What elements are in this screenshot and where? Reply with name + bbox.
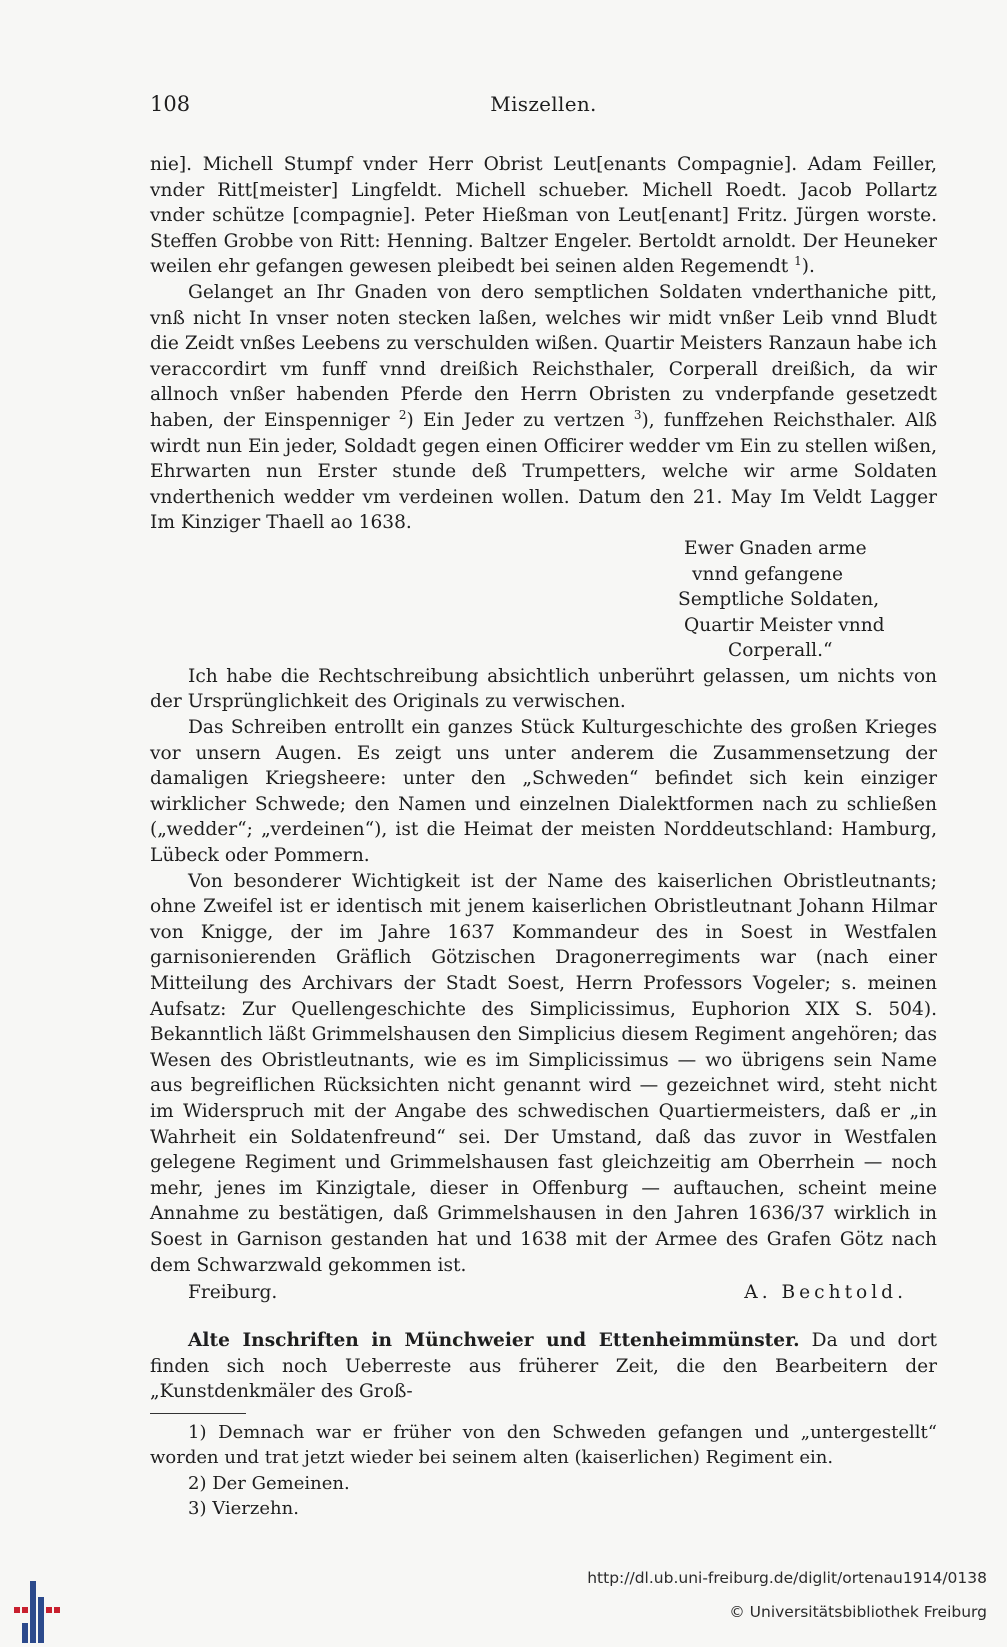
footnote-ref[interactable]: 3 <box>633 407 642 422</box>
section-heading: Alte Inschriften in Münchweier und Ettenheimmünster. <box>188 1330 800 1352</box>
page-number: 108 <box>150 92 191 116</box>
footnote-divider <box>150 1413 246 1414</box>
commentary-paragraph: Das Schreiben entrollt ein ganzes Stück Kulturgeschichte des großen Krieges vor unsern Augen. Es zeigt uns unter anderem die Zusammensetzung der damaligen Kriegsheere: unter den „Schweden“ befindet sich kein einziger wirklicher Schwede; den Namen und einzelnen Dialektformen nach zu schließen („wedder“; „verdeinen“), ist die Heimat der meisten Norddeutschland: Hamburg, Lübeck oder Pommern. <box>150 717 937 867</box>
footnote: 2) Der Gemeinen. <box>188 1472 350 1494</box>
page-header <box>150 92 937 126</box>
signature-line: Corperall.“ <box>728 640 833 662</box>
footnote: 3) Vierzehn. <box>188 1498 299 1520</box>
commentary-paragraph: Ich habe die Rechtschreibung absichtlich unberührt gelassen, um nichts von der Ursprünglichkeit des Originals zu verwischen. <box>150 665 937 713</box>
footnote: 1) Demnach war er früher von den Schweden gefangen und „untergestellt“ worden und trat jetzt wieder bei seinem alten (kaiserlichen) Regiment ein. <box>150 1421 937 1469</box>
byline <box>150 1278 937 1308</box>
section-paragraph: Alte Inschriften in Münchweier und Ettenheimmünster. Da und dort finden sich noch Ueberreste aus früherer Zeit, die den Bearbeitern der „Kunstdenkmäler des Groß- <box>150 1330 937 1403</box>
signature-line: vnnd gefangene <box>692 563 844 585</box>
copyright-notice: © Universitätsbibliothek Freiburg <box>729 1603 987 1621</box>
ub-freiburg-logo-icon[interactable] <box>10 1581 66 1643</box>
footnote-ref[interactable]: 2 <box>398 407 407 422</box>
signature-block <box>150 536 937 664</box>
letter-paragraph: nie]. Michell Stumpf vnder Herr Obrist Leut[enants Compagnie]. Adam Feiller, vnder Ritt[meister] Lingfeldt. Michell schueber. Michell Roedt. Jacob Pollartz vnder schütze [compagnie]. Peter Hießman von Leut[enant] Fritz. Jürgen worste. Steffen Grobbe von Ritt: Henning. Baltzer Engeler. Bertoldt arnoldt. Der Heuneker weilen ehr gefangen gewesen pleibedt bei seinen alden Regemendt $^1$). <box>150 154 937 278</box>
footnote-ref[interactable]: 1 <box>794 254 802 269</box>
signature-line: Quartir Meister vnnd <box>684 614 885 636</box>
signature-line: Ewer Gnaden arme <box>684 537 867 559</box>
article-body <box>150 152 937 1522</box>
place: Freiburg. <box>188 1282 278 1304</box>
running-title: Miszellen. <box>490 92 597 116</box>
source-url-link[interactable]: http://dl.ub.uni-freiburg.de/diglit/ortenau1914/0138 <box>587 1569 987 1587</box>
author: A. Bechtold. <box>744 1282 907 1304</box>
letter-paragraph: Gelanget an Ihr Gnaden von dero semptlichen Soldaten vnderthaniche pitt, vnß nicht In vnser noten stecken laßen, welches wir midt vnßer Leib vnnd Bludt die Zeidt vnßes Leebens zu verschulden wißen. Quartir Meisters Ranzaun habe ich veraccordirt vm funff vnnd dreißich Reichsthaler, Corperall dreißich, da wir allnoch vnßer habenden Pferde den Herrn Obristen zu vnderpfande gesetzedt haben, der Einspenniger $^2$) Ein Jeder zu vertzen $^3$), funffzehen Reichsthaler. Alß wirdt nun Ein jeder, Soldadt gegen einen Officirer wedder vm Ein zu stellen wißen, Ehrwarten nun Erster stunde deß Trumpetters, welche wir arme Soldaten vnderthenich wedder vm verdeinen wollen. Datum den 21. May Im Veldt Lagger Im Kinziger Thaell ao 1638. <box>150 281 937 534</box>
footer-bar <box>0 1563 1007 1647</box>
signature-line: Semptliche Soldaten, <box>678 589 880 611</box>
commentary-paragraph: Von besonderer Wichtigkeit ist der Name des kaiserlichen Obristleutnants; ohne Zweifel ist er identisch mit jenem kaiserlichen Obristleutnant Johann Hilmar von Knigge, der im Jahre 1637 Kommandeur des in Soest in Westfalen garnisonierenden Gräflich Götzischen Dragonerregiments war (nach einer Mitteilung des Archivars der Stadt Soest, Herrn Professors Vogeler; s. meinen Aufsatz: Zur Quellengeschichte des Simplicissimus, Euphorion XIX S. 504). Bekanntlich läßt Grimmelshausen den Simplicius diesem Regiment angehören; das Wesen des Obristleutnants, wie es im Simplicissimus — wo übrigens sein Name aus begreiflichen Rücksichten nicht genannt wird — gezeichnet wird, steht nicht im Widerspruch mit der Angabe des schwedischen Quartiermeisters, daß er „in Wahrheit ein Soldatenfreund“ sei. Der Umstand, daß das zuvor in Westfalen gelegene Regiment und Grimmelshausen fast gleichzeitig am Oberrhein — noch mehr, jenes im Kinzigtale, dieser in Offenburg — auftauchen, scheint meine Annahme zu bestätigen, daß Grimmelshausen in den Jahren 1636/37 wirklich in Soest in Garnison gestanden hat und 1638 mit der Armee des Grafen Götz nach dem Schwarzwald gekommen ist. <box>150 870 937 1276</box>
